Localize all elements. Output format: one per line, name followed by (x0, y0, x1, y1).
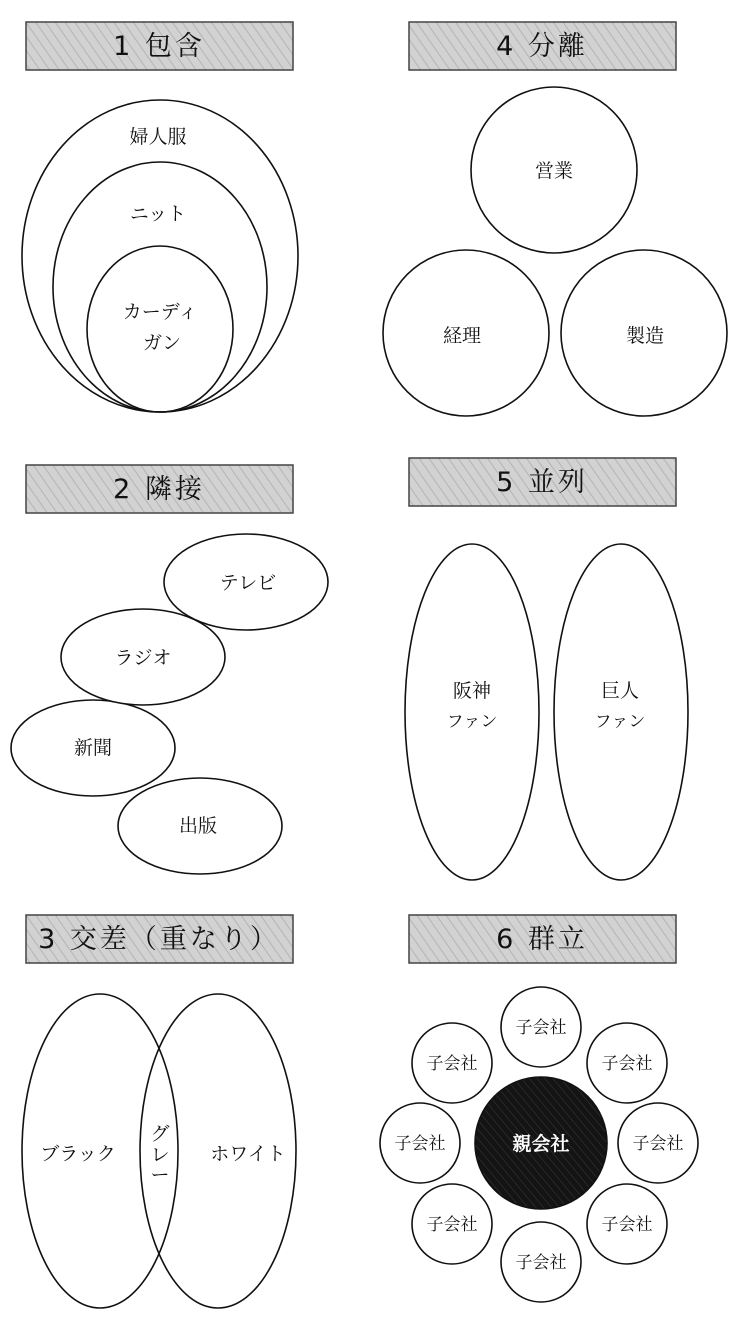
panel-1-inclusion (22, 22, 298, 412)
panel-4-title: 4 分離 (496, 31, 588, 62)
panel-3-title: 3 交差（重なり） (38, 924, 280, 955)
label-tv: テレビ (219, 572, 277, 594)
label-accounting: 経理 (442, 325, 482, 347)
panel-5-parallel (405, 458, 688, 880)
subsidiary-label: 子会社 (426, 1054, 478, 1074)
panel-6-title: 6 群立 (496, 924, 588, 955)
subsidiary-label: 子会社 (394, 1134, 446, 1154)
label-giants-line2: ファン (594, 712, 646, 732)
label-gray-line1: グ (150, 1123, 170, 1145)
label-publishing: 出版 (178, 815, 218, 837)
subsidiary-label: 子会社 (601, 1215, 653, 1235)
subsidiary-label: 子会社 (632, 1134, 684, 1154)
subsidiary-label: 子会社 (515, 1018, 567, 1038)
panel-2-adjacency (11, 465, 328, 874)
label-black: ブラック (40, 1143, 116, 1165)
label-white: ホワイト (210, 1143, 286, 1165)
middle-label: ニット (129, 203, 187, 225)
inner-label-line1: カーディ (122, 301, 198, 323)
inner-ellipse (87, 246, 233, 412)
panel-3-intersection (22, 915, 296, 1308)
panel-4-separation (383, 22, 727, 416)
middle-ellipse (53, 162, 267, 412)
label-newspaper: 新聞 (73, 737, 113, 759)
label-manufacturing: 製造 (625, 325, 665, 347)
subsidiary-label: 子会社 (601, 1054, 653, 1074)
outer-label: 婦人服 (129, 126, 187, 148)
label-gray-line3: ー (150, 1164, 170, 1186)
label-hanshin-line1: 阪神 (452, 680, 492, 702)
subsidiary-label: 子会社 (515, 1253, 567, 1273)
panel-5-title: 5 並列 (496, 467, 588, 498)
label-sales: 営業 (534, 160, 574, 182)
label-gray-line2: レ (150, 1144, 170, 1166)
label-hanshin-line2: ファン (446, 712, 498, 732)
panel-2-title: 2 隣接 (113, 474, 205, 505)
parent-company-label: 親会社 (512, 1133, 570, 1155)
panel-1-title: 1 包含 (113, 31, 205, 62)
label-radio: ラジオ (114, 647, 172, 669)
panel-6-cluster (380, 915, 698, 1302)
inner-label-line2: ガン (142, 332, 182, 354)
subsidiary-label: 子会社 (426, 1215, 478, 1235)
label-giants-line1: 巨人 (600, 680, 640, 702)
